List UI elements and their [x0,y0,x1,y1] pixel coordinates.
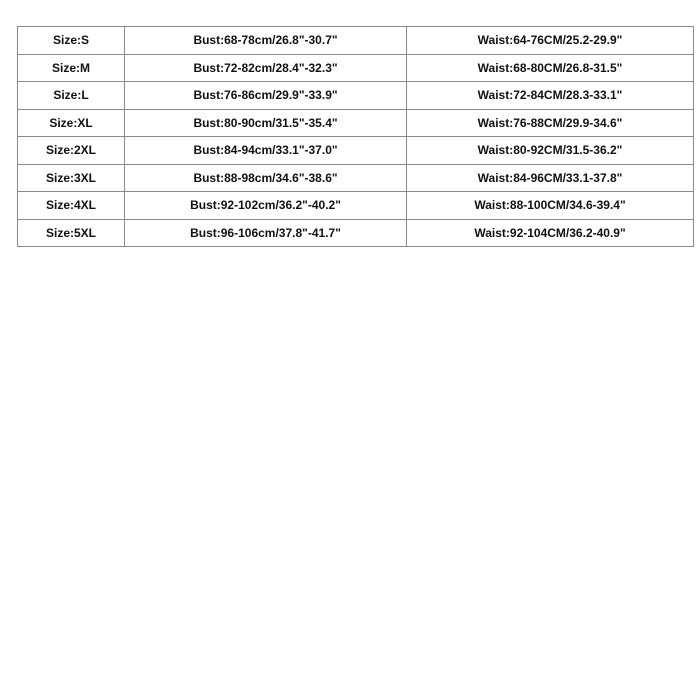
table-row [18,164,694,192]
size-cell: Size:M [18,54,125,82]
table-row [18,27,694,55]
size-chart-table [17,26,694,247]
waist-cell: Waist:88-100CM/34.6-39.4" [407,192,694,220]
size-cell: Size:4XL [18,192,125,220]
waist-cell: Waist:68-80CM/26.8-31.5" [407,54,694,82]
bust-cell: Bust:84-94cm/33.1"-37.0" [125,137,407,165]
table-row [18,109,694,137]
bust-cell: Bust:76-86cm/29.9"-33.9" [125,82,407,110]
table-row [18,54,694,82]
size-cell: Size:2XL [18,137,125,165]
bust-cell: Bust:96-106cm/37.8"-41.7" [125,219,407,247]
waist-cell: Waist:64-76CM/25.2-29.9" [407,27,694,55]
waist-cell: Waist:72-84CM/28.3-33.1" [407,82,694,110]
table-row [18,137,694,165]
bust-cell: Bust:92-102cm/36.2"-40.2" [125,192,407,220]
bust-cell: Bust:68-78cm/26.8"-30.7" [125,27,407,55]
size-cell: Size:5XL [18,219,125,247]
table-row [18,219,694,247]
table-row [18,82,694,110]
waist-cell: Waist:84-96CM/33.1-37.8" [407,164,694,192]
size-cell: Size:S [18,27,125,55]
table-row [18,192,694,220]
bust-cell: Bust:72-82cm/28.4"-32.3" [125,54,407,82]
waist-cell: Waist:92-104CM/36.2-40.9" [407,219,694,247]
size-cell: Size:3XL [18,164,125,192]
waist-cell: Waist:80-92CM/31.5-36.2" [407,137,694,165]
bust-cell: Bust:88-98cm/34.6"-38.6" [125,164,407,192]
size-cell: Size:XL [18,109,125,137]
bust-cell: Bust:80-90cm/31.5"-35.4" [125,109,407,137]
waist-cell: Waist:76-88CM/29.9-34.6" [407,109,694,137]
size-cell: Size:L [18,82,125,110]
